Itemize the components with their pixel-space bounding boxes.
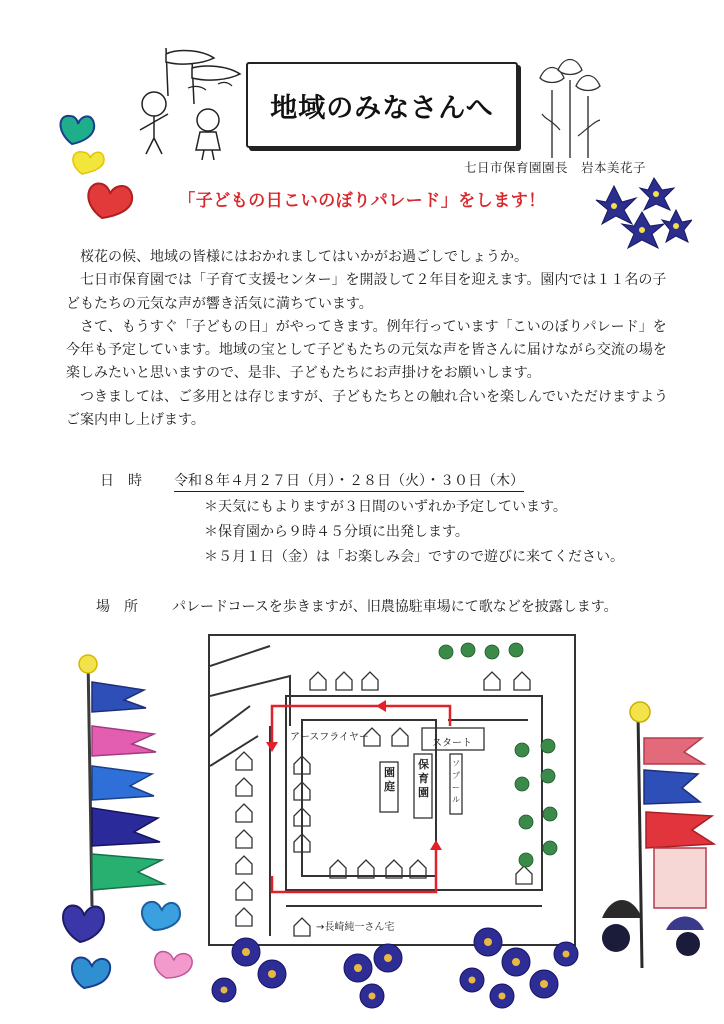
place-text: パレードコースを歩きますが、旧農協駐車場にて歌などを披露します。 (172, 599, 618, 615)
crayon-hearts-bottom-left (50, 888, 210, 992)
schedule-date: 令和８年４月２７日（月）・２８日（火）・３０日（木） (174, 470, 524, 492)
schedule-note-2: ＊保育園から９時４５分頃に出発します。 (204, 524, 469, 540)
greeting-body (66, 246, 670, 432)
schedule-note-1: ＊天気にもよりますが３日間のいずれか予定しています。 (204, 499, 567, 515)
schedule-note-3: ＊５月１日（金）は「お楽しみ会」ですので遊びに来てください。 (204, 549, 624, 565)
parade-route-map (208, 634, 576, 946)
map-label-garden: 園庭 (384, 766, 395, 793)
paragraph-4: つきましては、ご多用とは存じますが、子どもたちとの触れ合いを楽しんでいただけますようご案内申し上げます。 (66, 388, 668, 429)
kids-koinobori-drawing (128, 44, 248, 162)
page-title: 地域のみなさんへ (270, 92, 494, 124)
map-label-start: スタート (432, 738, 472, 749)
iris-flower-drawing (530, 50, 610, 160)
event-headline: 「子どもの日こいのぼりパレード」をします！ (178, 191, 546, 211)
map-label-nursery: 保育園 (418, 758, 429, 799)
purple-flowers-bottom (206, 924, 616, 1016)
paragraph-2: 七日市保育園では「子育て支援センター」を開設して２年目を迎えます。園内では１１名の子どもたちの元気な声が響き活気に満ちています。 (66, 272, 667, 312)
title-box (246, 62, 518, 148)
author-line: 七日市保育園園長 岩本美花子 (463, 160, 646, 175)
paragraph-3: さて、もうすぐ「子どもの日」がやってきます。例年行っています「こいのぼりパレード」を今年も予定しています。地域の宝として子どもたちの元気な声を皆さんに届けながら交流の場を楽しみたいと思いますので、是非、子どもたちにお声掛けをお願いします。 (66, 318, 667, 382)
route-bottom (272, 848, 436, 892)
place-label: 場 所 (96, 599, 138, 615)
schedule-label: 日 時 (100, 473, 142, 489)
paragraph-1: 桜花の候、地域の皆様にはおかれましてはいかがお過ごしでしょうか。 (80, 249, 528, 265)
map-label-pool: ソプール (452, 759, 460, 804)
koinobori-drawing-left (62, 648, 174, 910)
map-label-earth-flyer: アースフライヤー (290, 732, 369, 743)
map-label-nagasaki-house: →長崎純一さん宅 (316, 922, 395, 933)
